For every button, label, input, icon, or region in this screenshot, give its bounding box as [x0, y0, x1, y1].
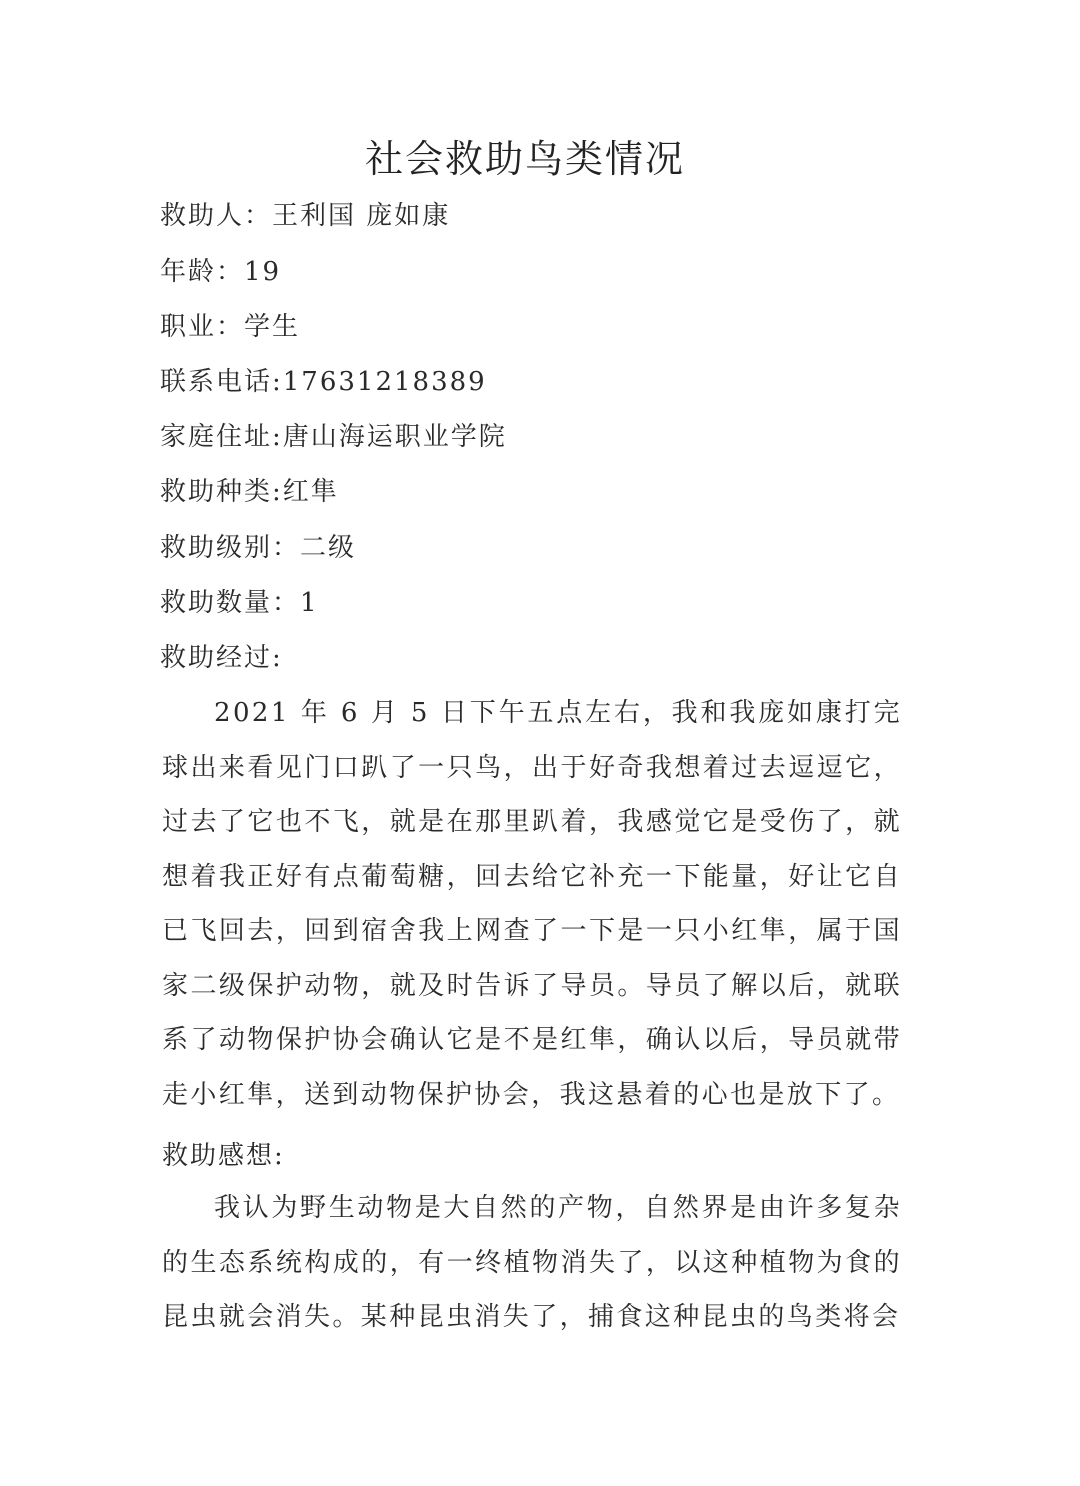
field-value: 唐山海运职业学院	[282, 422, 507, 452]
field-value: 17631218389	[282, 367, 487, 397]
field-rescuer	[160, 196, 450, 236]
field-label: 救助种类:	[160, 477, 283, 507]
field-address	[160, 417, 507, 457]
feelings-label: 救助感想:	[162, 1141, 285, 1171]
field-label: 救助级别：	[160, 533, 301, 563]
field-value: 学生	[244, 312, 301, 342]
field-label: 家庭住址:	[160, 422, 283, 452]
field-label: 职业：	[160, 312, 245, 342]
field-level	[160, 528, 356, 568]
document-title: 社会救助鸟类情况	[364, 137, 685, 181]
field-value: 红隼	[282, 477, 339, 507]
field-age	[160, 252, 281, 292]
field-species	[160, 472, 339, 512]
field-label: 救助数量：	[160, 588, 301, 618]
process-label: 救助经过:	[160, 643, 283, 673]
feelings-paragraph: 我认为野生动物是大自然的产物，自然界是由许多复杂的生态系统构成的，有一终植物消失了，以这种植物为食的昆虫就会消失。某种昆虫消失了，捕食这种昆虫的鸟类将会	[162, 1193, 902, 1332]
field-value: 王利国 庞如康	[272, 201, 451, 231]
process-paragraph: 2021 年 6 月 5 日下午五点左右，我和我庞如康打完球出来看见门口趴了一只鸟，出于好奇我想着过去逗逗它，过去了它也不飞，就是在那里趴着，我感觉它是受伤了，就想着我正好有点葡萄糖，回去给它补充一下能量，好让它自已飞回去，回到宿舍我上网查了一下是一只小红隼，属于国家二级保护动物，就及时告诉了导员。导员了解以后，就联系了动物保护协会确认它是不是红隼，确认以后，导员就带走小红隼，送到动物保护协会，我这悬着的心也是放下了。	[162, 698, 902, 1110]
field-phone	[160, 362, 487, 402]
field-label: 联系电话:	[160, 367, 283, 397]
field-occupation	[160, 307, 300, 347]
field-value: 19	[244, 257, 282, 287]
field-quantity	[160, 583, 319, 623]
field-label: 年龄：	[160, 257, 245, 287]
field-label: 救助人：	[160, 201, 273, 231]
field-value: 二级	[300, 533, 357, 563]
field-value: 1	[300, 588, 319, 618]
